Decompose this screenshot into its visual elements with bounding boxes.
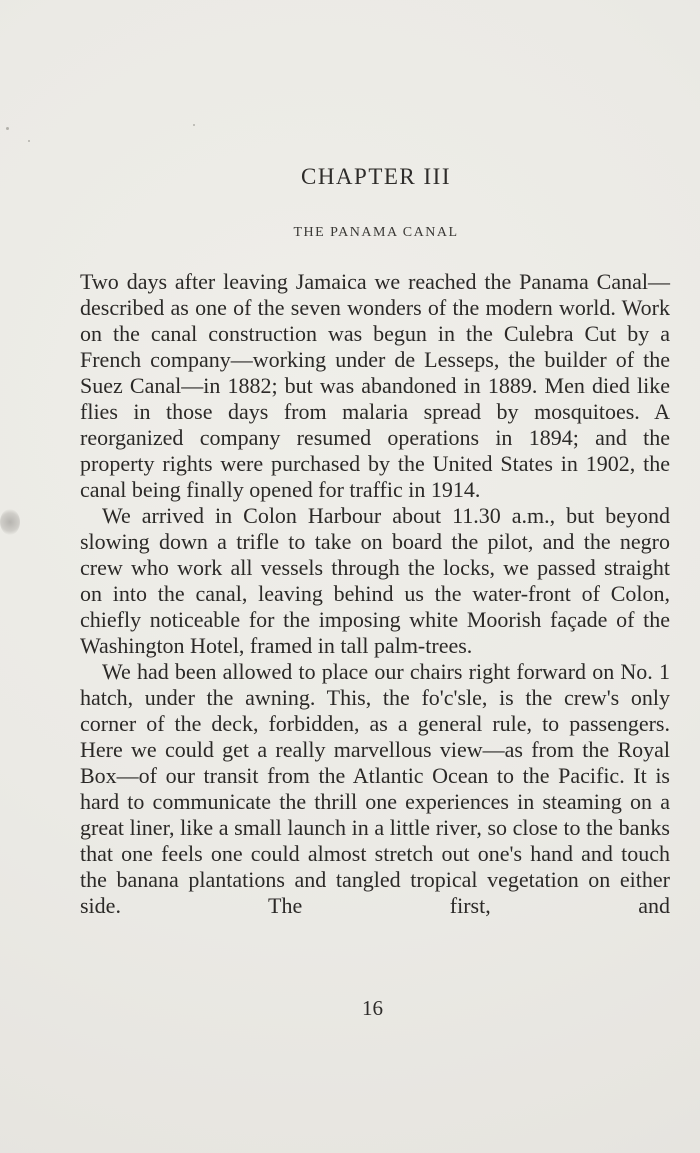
paragraph: Two days after leaving Jamaica we reached the Panama Canal—described as one of the seven wonders of the modern world. Work on the canal construction was begun in the Culebra Cut by a French company—working under de Lesseps, the builder of the Suez Canal—in 1882; but was abandoned in 1889. Men died like flies in those days from malaria spread by mosquitoes. A reorganized company resumed operations in 1894; and the property rights were purchased by the United States in 1902, the canal being finally opened for traffic in 1914. [80, 269, 670, 502]
chapter-title: CHAPTER III [300, 164, 452, 189]
page-speck [6, 127, 9, 130]
page-stain [0, 509, 20, 535]
paragraph: We arrived in Colon Harbour about 11.30 a.m., but beyond slowing down a trifle to take on board the pilot, and the negro crew who work all vessels through the locks, we passed straight on into the canal, leaving behind us the water-front of Colon, chiefly noticeable for the imposing white Moorish façade of the Washington Hotel, framed in tall palm-trees. [80, 503, 670, 658]
paragraph: We had been allowed to place our chairs right forward on No. 1 hatch, under the awning. This, the fo'c'sle, is the crew's only corner of the deck, forbidden, as a general rule, to passengers. Here we could get a really marvellous view—as from the Royal Box—of our transit from the Atlantic Ocean to the Pacific. It is hard to communicate the thrill one experiences in steaming on a great liner, like a small launch in a little river, so close to the banks that one feels one could almost stretch out one's hand and touch the banana plantations and tangled tropical vegetation on either side. The first, and [80, 659, 670, 918]
page-speck [193, 124, 195, 126]
chapter-subtitle: THE PANAMA CANAL [293, 225, 459, 240]
chapter-body [80, 269, 670, 919]
page-speck [28, 140, 30, 142]
page-number: 16 [362, 996, 383, 1020]
